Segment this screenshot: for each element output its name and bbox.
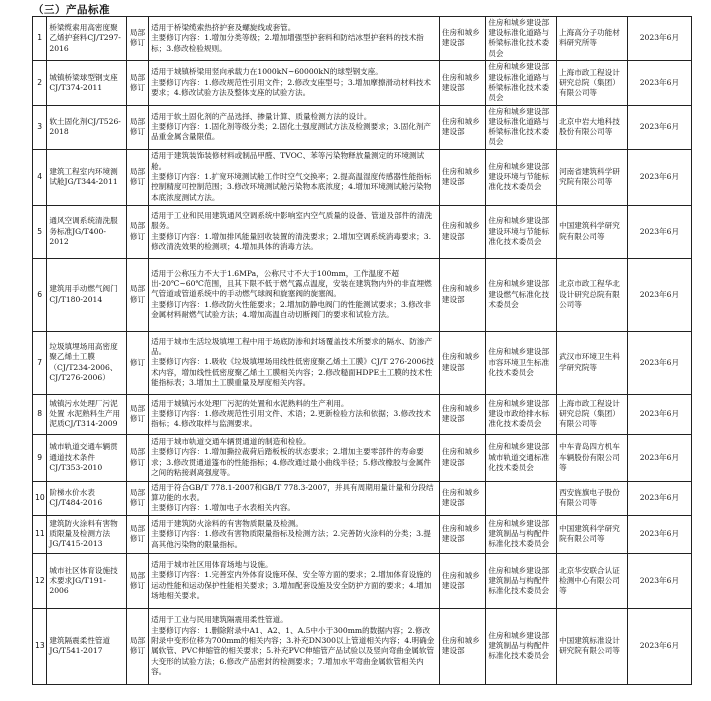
department: 住房和城乡建设部 [439,394,485,434]
section-title: （三）产品标准 [33,4,110,16]
table-row [33,481,692,515]
department: 住房和城乡建设部 [439,553,485,608]
standard-name: 桥梁缆索用高密度聚乙烯护套料CJ/T297-2016 [47,17,127,61]
technical-committee: 住房和城乡建设部建设环境与节能标准化技术委员会 [486,205,557,258]
row-number: 6 [33,258,47,331]
revision-content: 适用于建筑装饰装修材料或制品甲醛、TVOC、苯等污染物释放量测定的环境测试舱。 主要修订内容：1.扩宽环境测试舱工作时空气交换率；2.提高温湿度传感器性能指标控制精度可控制范围；3.修改环境测试舱污染物本底浓度；4.增加环境测试舱污染物本底浓度测试方法。 [149,149,440,205]
revision-content: 适用于工业和民用建筑通风空调系统中影响室内空气质量的设备、管道及部件的清洗服务。 主要修订内容：1.增加排风能量回收装置的清洗要求；2.增加空调系统消毒要求；3.修改清洗效果的检测项；4.增加具体的消毒方法。 [149,205,440,258]
table-row [33,205,692,258]
standard-name: 垃圾填埋场用高密度聚乙烯土工膜（CJ/T234-2006、CJ/T276-2006） [47,331,127,394]
row-number: 3 [33,105,47,149]
revision-type: 局部修订 [126,553,148,608]
revision-type: 局部修订 [126,60,148,105]
department: 住房和城乡建设部 [439,205,485,258]
standard-name: 城镇桥梁球型钢支座CJ/T374-2011 [47,60,127,105]
completion-date: 2023年6月 [627,205,691,258]
row-number: 1 [33,17,47,61]
revision-content: 适用于符合GB/T 778.1-2007和GB/T 778.3-2007，并具有周期用量计量和分段结算功能的水表。 主要修订内容：1.增加电子水表相关内容。 [149,481,440,515]
drafting-unit: 中国建筑标准设计研究院有限公司等 [557,608,628,684]
standard-name: 软土固化剂CJ/T526-2018 [47,105,127,149]
standard-name: 建筑隔震柔性管道JG/T541-2017 [47,608,127,684]
revision-content: 适用于城镇桥梁用竖向承载力在1000kN~60000kN的球型钢支座。 主要修订内容：1.修改规范性引用文件；2.修改支座型号；3.增加摩擦滑动材料技术要求；4.修改试验方法及整体支座的试验方法。 [149,60,440,105]
completion-date: 2023年6月 [627,394,691,434]
standard-name: 城市轨道交通车辆贯通道技术条件CJ/T353-2010 [47,434,127,481]
drafting-unit: 中国建筑科学研究院有限公司等 [557,205,628,258]
technical-committee: 住房和城乡建设部建设环境与节能标准化技术委员会 [486,149,557,205]
drafting-unit: 西安旌旗电子股份有限公司等 [557,481,628,515]
technical-committee: 住房和城乡建设部建筑制品与构配件标准化技术委员会 [486,608,557,684]
table-row [33,608,692,684]
revision-type: 局部修订 [126,434,148,481]
row-number: 7 [33,331,47,394]
technical-committee: 住房和城乡建设部建设市政给排水标准化技术委员会 [486,394,557,434]
completion-date: 2023年6月 [627,434,691,481]
technical-committee: 住房和城乡建设部建设标准化道路与桥梁标准化技术委员会 [486,17,557,61]
department: 住房和城乡建设部 [439,481,485,515]
standard-name: 建筑防火涂料有害物质限量及检测方法JG/T415-2013 [47,515,127,553]
table-row [33,17,692,61]
revision-type: 局部修订 [126,608,148,684]
department: 住房和城乡建设部 [439,105,485,149]
drafting-unit: 武汉市环境卫生科学研究院等 [557,331,628,394]
row-number: 8 [33,394,47,434]
table-row [33,434,692,481]
completion-date: 2023年6月 [627,331,691,394]
standard-name: 通风空调系统清洗服务标准JG/T400-2012 [47,205,127,258]
completion-date: 2023年6月 [627,105,691,149]
completion-date: 2023年6月 [627,149,691,205]
drafting-unit: 河南省建筑科学研究院有限公司等 [557,149,628,205]
drafting-unit: 北京华安联合认证检测中心有限公司等 [557,553,628,608]
table-row [33,515,692,553]
completion-date: 2023年6月 [627,17,691,61]
department: 住房和城乡建设部 [439,60,485,105]
standard-name: 城市社区体育设施技术要求JG/T191-2006 [47,553,127,608]
drafting-unit: 北京市政工程华北设计研究总院有限公司等 [557,258,628,331]
revision-type: 局部修订 [126,105,148,149]
technical-committee: 住房和城乡建设部城市轨道交通标准化技术委员会 [486,434,557,481]
drafting-unit: 中国建筑科学研究院有限公司等 [557,515,628,553]
revision-type: 局部修订 [126,394,148,434]
row-number: 5 [33,205,47,258]
department: 住房和城乡建设部 [439,258,485,331]
revision-content: 适用于城市轨道交通车辆贯通道的制造和检验。 主要修订内容：1.增加撕拉裁荷后踏板板的状态要求；2.增加主要零部件的寿命要求；3.修改贯通道篷布的性能指标；4.修改通过最小曲线半径；5.修改橡胶与金属件之间的粘接剥离强度等。 [149,434,440,481]
row-number: 13 [33,608,47,684]
standard-name: 建筑工程室内环境测试舱JG/T344-2011 [47,149,127,205]
technical-committee: 住房和城乡建设部市容环境卫生标准化技术委员会 [486,331,557,394]
table-row [33,258,692,331]
revision-type: 局部修订 [126,205,148,258]
revision-content: 适用于工业与民用建筑隔震用柔性管道。 主要修订内容：1.删除附录中A1、A2、1、A.5中小于300mm的数据内容；2.修改附录中变形位移为700mm的相关内容；3.补充DN300以上管道相关内容；4.明确金属软管、PVC伸缩管的相关要求；5.补充PVC伸缩管产品试验以及竖向弯曲金属软管大变形的试验方法；6.修改产品密封的检测要求；7.增加水平弯曲金属软管相关内容。 [149,608,440,684]
revision-content: 适用于城市生活垃圾填埋工程中用于场底防渗和封场覆盖技术所要求的隔水、防渗产品。 主要修订内容：1.吸收《垃圾填埋场用线性低密度聚乙烯土工膜》CJ/T 276-2006技术内容，增加线性低密度聚乙烯土工膜相关内容；2.修改糙面HDPE土工膜的技术性能指标表；3.增加土工膜重量及厚度相关内容。 [149,331,440,394]
revision-type: 局部修订 [126,149,148,205]
drafting-unit: 中车青岛四方机车车辆股份有限公司等 [557,434,628,481]
technical-committee: 住房和城乡建设部建设燃气标准化技术委员会 [486,258,557,331]
revision-type: 局部修订 [126,17,148,61]
drafting-unit: 北京中岩大地科技股份有限公司等 [557,105,628,149]
revision-content: 适用于城镇污水处理厂污泥的处置和水泥熟料的生产利用。 主要修订内容：1.修改规范性引用文件、术语；2.更新检验方法和依据；3.修改技术指标；4.修改取样与监测要求。 [149,394,440,434]
table-row [33,149,692,205]
revision-content: 适用于软土固化剂的产品选择、掺量计算、质量检测方法的设计。 主要修订内容：1.固化剂等级分类；2.固化土强度测试方法及检测要求；3.固化剂产品重金属含量限值。 [149,105,440,149]
standard-name: 阶梯水价水表CJ/T484-2016 [47,481,127,515]
row-number: 4 [33,149,47,205]
row-number: 11 [33,515,47,553]
department: 住房和城乡建设部 [439,515,485,553]
technical-committee [486,481,557,515]
completion-date: 2023年6月 [627,258,691,331]
table-body [33,17,692,685]
table-row [33,60,692,105]
drafting-unit: 上海市政工程设计研究总院（集团）有限公司等 [557,394,628,434]
revision-content: 适用于桥梁缆索热挤护套及螺旋线或套管。 主要修订内容：1.增加分类等级；2.增加增强型护套料和防结冰型护套料的技术指标；3.修改检验规则。 [149,17,440,61]
revision-content: 适用于建筑防火涂料的有害物质限量及检测。 主要修订内容：1.修改有害物质限量指标及检测方法；2.完善防火涂料的分类；3.提高其他污染物的限量指标。 [149,515,440,553]
revision-content: 适用于城市社区用体育场地与设施。 主要修订内容：1.完善室内外体育设施环保、安全等方面的要求；2.增加体育设施的运动性能和运动保护性能相关要求；3.增加配套设施及安全防护方面的要求；4.增加场地相关要求。 [149,553,440,608]
standard-name: 城镇污水处理厂污泥处置 水泥熟料生产用泥质CJ/T314-2009 [47,394,127,434]
department: 住房和城乡建设部 [439,331,485,394]
row-number: 12 [33,553,47,608]
table-row [33,105,692,149]
table-row [33,394,692,434]
revision-type: 修订 [126,331,148,394]
department: 住房和城乡建设部 [439,608,485,684]
table-row [33,331,692,394]
technical-committee: 住房和城乡建设部建设标准化道路与桥梁标准化技术委员会 [486,60,557,105]
revision-content: 适用于公称压力不大于1.6MPa，公称尺寸不大于100mm，工作温度不超出-20℃~60℃范围，且其下限不低于燃气露点温度，安装在建筑物内外的非直埋燃气管道或管道系统中的手动燃气球阀和旋塞阀的旋塞阀。 主要修订内容：1.修改防火性能要求；2.增加防静电阀门的性能测试要求；3.修改非金属材料耐燃气试验方法；4.增加高温自动切断阀门的要求和试验方法。 [149,258,440,331]
technical-committee: 住房和城乡建设部建设标准化道路与桥梁标准化技术委员会 [486,105,557,149]
drafting-unit: 上海市政工程设计研究总院（集团）有限公司等 [557,60,628,105]
product-standards-table [32,16,692,685]
table-row [33,553,692,608]
row-number: 2 [33,60,47,105]
department: 住房和城乡建设部 [439,434,485,481]
technical-committee: 住房和城乡建设部建筑制品与构配件标准化技术委员会 [486,515,557,553]
completion-date: 2023年6月 [627,60,691,105]
row-number: 9 [33,434,47,481]
revision-type: 局部修订 [126,515,148,553]
completion-date: 2023年6月 [627,553,691,608]
department: 住房和城乡建设部 [439,17,485,61]
technical-committee: 住房和城乡建设部建筑制品与构配件标准化技术委员会 [486,553,557,608]
revision-type: 局部修订 [126,258,148,331]
standard-name: 建筑用手动燃气阀门CJ/T180-2014 [47,258,127,331]
completion-date: 2023年6月 [627,481,691,515]
revision-type: 局部修订 [126,481,148,515]
row-number: 10 [33,481,47,515]
drafting-unit: 上海高分子功能材料研究所等 [557,17,628,61]
completion-date: 2023年6月 [627,515,691,553]
completion-date: 2023年6月 [627,608,691,684]
department: 住房和城乡建设部 [439,149,485,205]
